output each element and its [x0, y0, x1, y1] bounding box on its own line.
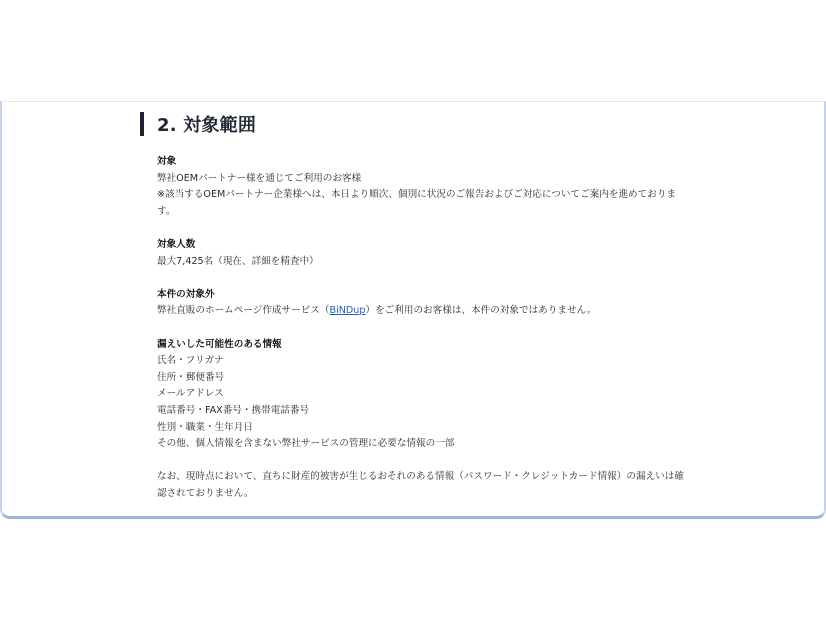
bindup-link[interactable]: BiNDup	[329, 305, 366, 317]
excluded-block	[157, 287, 687, 320]
leaked-block	[157, 337, 687, 453]
excluded-text-after: ）をご利用のお客様は、本件の対象ではありません。	[365, 305, 597, 317]
leaked-item: 性別・職業・生年月日	[157, 421, 253, 433]
section-heading	[140, 112, 256, 136]
target-line-2: ※該当するOEMパートナー企業様へは、本日より順次、個別に状況のご報告およびご対応についてご案内を進めております。	[157, 189, 677, 217]
heading-accent-bar	[140, 112, 144, 136]
excluded-text	[157, 303, 687, 320]
excluded-label: 本件の対象外	[157, 288, 215, 300]
target-line-1: 弊社OEMパートナー様を通じてご利用のお客様	[157, 172, 362, 184]
count-block	[157, 237, 687, 270]
leaked-item: 住所・郵便番号	[157, 371, 225, 383]
leaked-item: メールアドレス	[157, 388, 224, 400]
note-block	[157, 469, 687, 502]
target-block	[157, 154, 687, 220]
leaked-label: 漏えいした可能性のある情報	[157, 338, 282, 350]
section-body	[157, 154, 687, 502]
excluded-text-before: 弊社直販のホームページ作成サービス（	[157, 305, 330, 317]
content-card	[0, 101, 826, 519]
leaked-item: その他、個人情報を含まない弊社サービスの管理に必要な情報の一部	[157, 438, 455, 450]
leaked-item: 氏名・フリガナ	[157, 355, 224, 367]
section-title: 2. 対象範囲	[157, 115, 257, 136]
target-label: 対象	[157, 156, 177, 167]
count-value: 最大7,425名（現在、詳細を精査中）	[157, 255, 319, 267]
count-label: 対象人数	[157, 238, 196, 250]
leaked-item: 電話番号・FAX番号・携帯電話番号	[157, 404, 310, 416]
note-text: なお、現時点において、直ちに財産的被害が生じるおそれのある情報（パスワード・クレジットカード情報）の漏えいは確認されておりません。	[157, 471, 684, 499]
